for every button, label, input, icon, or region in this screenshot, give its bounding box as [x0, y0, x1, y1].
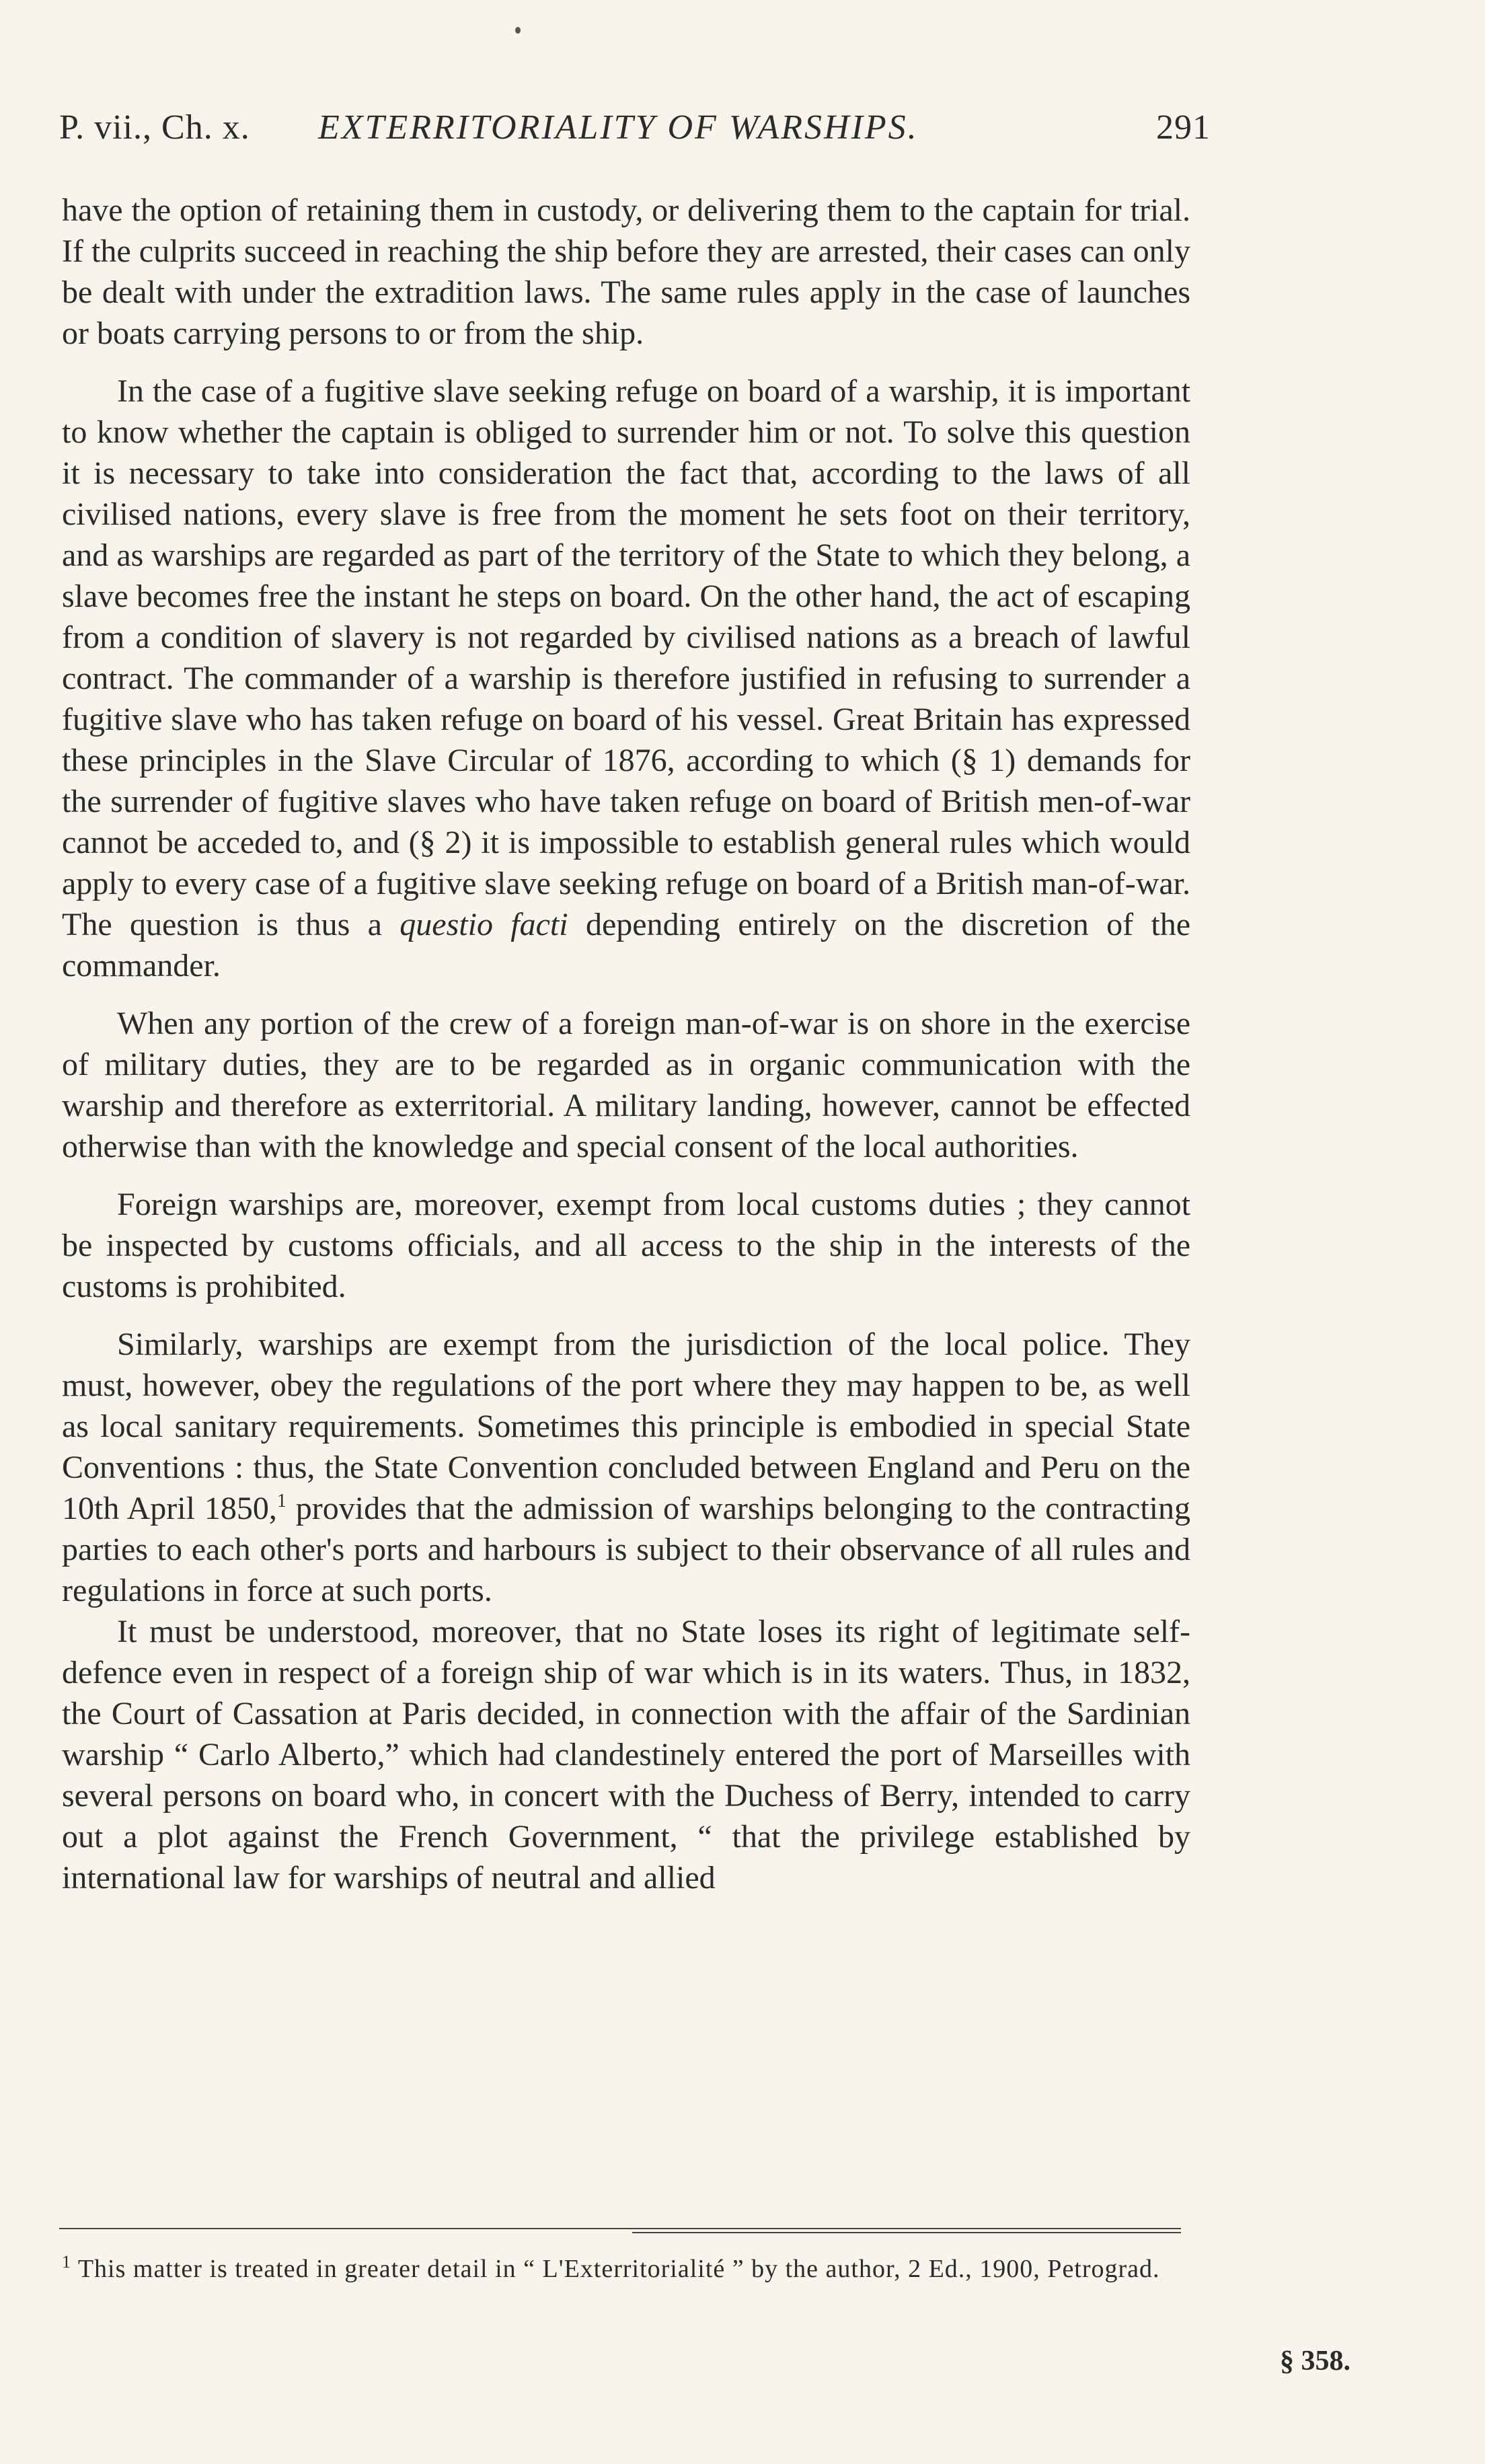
header-section: P. vii., Ch. x.	[59, 108, 250, 147]
page-number: 291	[1156, 108, 1211, 147]
paragraph-2	[62, 371, 1190, 986]
header-title: EXTERRITORIALITY OF WARSHIPS.	[318, 108, 919, 147]
paragraph-1-text: have the option of retaining them in custody, or delivering them to the captain for trial. If the culprits succeed in reaching the ship before they are arrested, their cases can only be dealt with under the extradition laws. The same rules apply in the case of launches or boats carrying persons to or from the ship.	[62, 192, 1190, 351]
footnote-text: This matter is treated in greater detail in “ L'Exterritorialité ” by the author, 2 Ed., 1900, Petrograd.	[77, 2255, 1160, 2283]
paragraph-5	[62, 1324, 1190, 1611]
footnote-mark: 1	[62, 2252, 71, 2272]
footnote	[62, 2250, 1190, 2288]
paragraph-2-text: In the case of a fugitive slave seeking refuge on board of a warship, it is important to know whether the captain is obliged to surrender him or not. To solve this question it is necessary to take into consideration the fact that, according to the laws of all civilised nations, every slave is free from the moment he sets foot on their territory, and as warships are regarded as part of the territory of the State to which they belong, a slave becomes free the instant he steps on board. On the other hand, the act of escaping from a condition of slavery is not regarded by civilised nations as a breach of lawful contract. The commander of a warship is therefore justified in refusing to surrender a fugitive slave who has taken refuge on board of his vessel. Great Britain has expressed these principles in the Slave Circular of 1876, according to which (§ 1) demands for the surrender of fugitive slaves who have taken refuge on board of British men-of-war cannot be acceded to, and (§ 2) it is impossible to establish general rules which would apply to every case of a fugitive slave seeking refuge on board of a British man-of-war. The question is thus a	[62, 373, 1190, 942]
body-text	[62, 190, 1190, 1898]
paragraph-5-text-after: provides that the admission of warships belonging to the contracting parties to each other's ports and harbours is subject to their observance of all rules and regulations in force at such ports.	[62, 1491, 1191, 1608]
footnote-ref: 1	[276, 1491, 287, 1511]
paragraph-6-text: It must be understood, moreover, that no State loses its right of legitimate self-defence even in respect of a foreign ship of war which is in its waters. Thus, in 1832, the Court of Cassation at Paris decided, in connection with the affair of the Sardinian warship “ Carlo Alberto,” which had clandestinely entered the port of Marseilles with several persons on board who, in concert with the Duchess of Berry, intended to carry out a plot against the French Government, “ that the privilege established by international law for warships of neutral and allied	[62, 1614, 1190, 1896]
paragraph-1	[62, 190, 1190, 354]
paragraph-3	[62, 1003, 1190, 1167]
paragraph-6	[62, 1611, 1190, 1898]
print-speck	[515, 27, 521, 34]
section-marker: § 358.	[1280, 2346, 1350, 2377]
footnote-rule	[59, 2228, 1181, 2229]
paragraph-2-text-after: depending entirely on the discretion of the commander.	[62, 907, 1191, 983]
paragraph-4-text: Foreign warships are, moreover, exempt from local customs duties ; they cannot be inspected by customs officials, and all access to the ship in the interests of the customs is prohibited.	[62, 1187, 1190, 1304]
footnote-rule-2	[632, 2232, 1181, 2233]
paragraph-4	[62, 1184, 1190, 1307]
paragraph-3-text: When any portion of the crew of a foreign man-of-war is on shore in the exercise of military duties, they are to be regarded as in organic communication with the warship and therefore as exterritorial. A military landing, however, cannot be effected otherwise than with the knowledge and special consent of the local authorities.	[62, 1006, 1190, 1164]
paragraph-5-text: Similarly, warships are exempt from the jurisdiction of the local police. They must, however, obey the regulations of the port where they may happen to be, as well as local sanitary requirements. Sometimes this principle is embodied in special State Conventions : thus, the State Convention concluded between England and Peru on the 10th April 1850,	[62, 1327, 1190, 1526]
paragraph-2-italic: questio facti	[399, 907, 568, 942]
running-header	[59, 101, 1211, 155]
